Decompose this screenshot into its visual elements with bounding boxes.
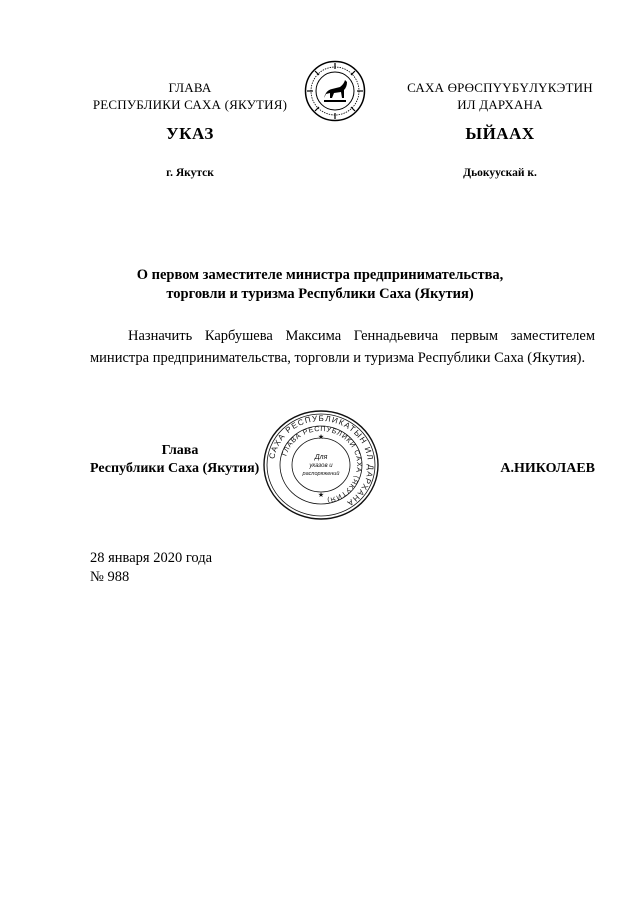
title-line2: торговли и туризма Республики Саха (Якутия) [166, 286, 474, 302]
header-left [80, 79, 300, 113]
seal-inner-text: ГЛАВА РЕСПУБЛИКИ САХА (ЯКУТИЯ) [281, 425, 363, 504]
header-right-line2: ИЛ ДАРХАНА [457, 97, 543, 112]
body-paragraph: Назначить Карбушева Максима Геннадьевича первым заместителем министра предпринимательства, торговли и туризма Республики Саха (Якутия). [90, 328, 595, 366]
header-left-line1: ГЛАВА [168, 80, 212, 95]
signature-position-line1: Глава [161, 443, 199, 458]
title-line1: О первом заместителе министра предпринимательства, [136, 267, 504, 283]
coat-of-arms-icon [304, 60, 366, 122]
header-right-line1: САХА ӨРӨСПҮҮБҮЛҮКЭТИН [407, 80, 593, 95]
seal-outer-text: САХА РЕСПУБЛИКАТЫН ИЛ ДАРХАНА [267, 413, 376, 509]
document-title [60, 266, 580, 304]
document-number: № 988 [90, 569, 130, 585]
doc-type-right: ЫЙААХ [465, 124, 535, 143]
header-left-line2: РЕСПУБЛИКИ САХА (ЯКУТИЯ) [92, 97, 288, 112]
seal-center-line1: Для [314, 454, 328, 461]
doc-type-left: УКАЗ [166, 124, 214, 143]
seal-center-line2: указов и [309, 463, 333, 469]
seal-star-bottom: ★ [317, 491, 325, 499]
seal-center-line3: распоряжений [302, 471, 340, 477]
city-right: Дьокуускай к. [463, 167, 537, 179]
signature-position-line2: Республики Саха (Якутия) [90, 461, 260, 476]
header-right [385, 79, 615, 113]
signature-name: А.НИКОЛАЕВ [500, 461, 595, 476]
document-footer [90, 549, 390, 587]
document-date: 28 января 2020 года [90, 550, 213, 566]
seal-star-top: ★ [317, 433, 325, 441]
city-left: г. Якутск [166, 167, 214, 179]
